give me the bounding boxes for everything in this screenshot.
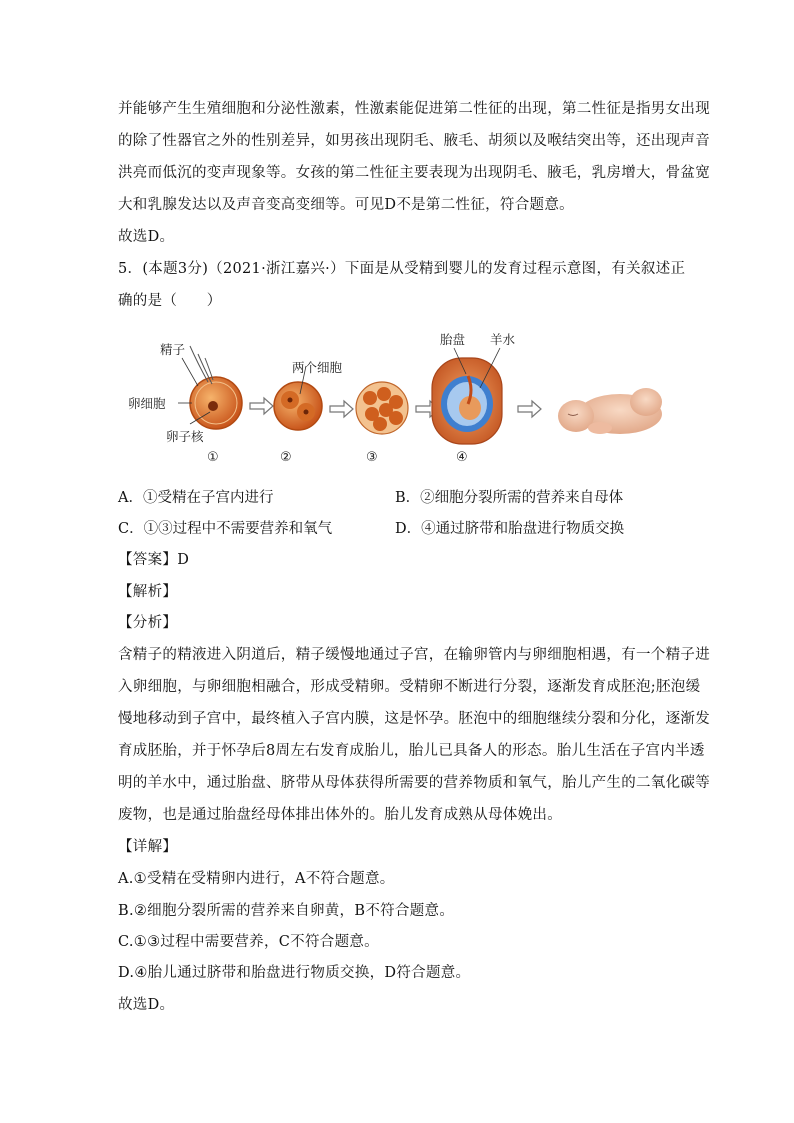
egg-label: 卵细胞 xyxy=(128,396,166,411)
uterus-fetus-stage xyxy=(432,348,502,444)
option-d[interactable]: D．④通过脐带和胎盘进行物质交换 xyxy=(395,521,625,537)
detail-heading: 【详解】 xyxy=(118,839,178,855)
analysis-line: 含精子的精液进入阴道后，精子缓慢地通过子宫，在输卵管内与卵细胞相遇，有一个精子进 xyxy=(118,647,710,663)
stage-number: ③ xyxy=(366,450,378,465)
detail-line: B.②细胞分裂所需的营养来自卵黄，B不符合题意。 xyxy=(118,903,455,919)
sperm-label: 精子 xyxy=(160,342,186,357)
analysis-line: 慢地移动到子宫中，最终植入子宫内膜，这是怀孕。胚泡中的细胞继续分裂和分化，逐渐发 xyxy=(118,711,710,727)
stage-number: ④ xyxy=(456,450,468,465)
question-stem-cont: 确的是（ ） xyxy=(118,293,222,309)
arrow-icon xyxy=(518,401,541,417)
analysis-line: 育成胚胎，并于怀孕后8周左右发育成胎儿，胎儿已具备人的形态。胎儿生活在子宫内半透 xyxy=(118,743,705,759)
egg-cell-stage1 xyxy=(178,346,242,429)
two-cells-label: 两个细胞 xyxy=(292,360,343,375)
detail-line: A.①受精在受精卵内进行，A不符合题意。 xyxy=(118,871,395,887)
detail-line: C.①③过程中需要营养，C不符合题意。 xyxy=(118,934,379,950)
arrow-icon xyxy=(250,398,273,414)
fertilization-diagram xyxy=(128,328,670,468)
morula-stage xyxy=(356,382,408,434)
text-line: 并能够产生生殖细胞和分泌性激素，性激素能促进第二性征的出现，第二性征是指男女出现 xyxy=(118,101,710,117)
analysis-line: 废物，也是通过胎盘经母体排出体外的。胎儿发育成熟从母体娩出。 xyxy=(118,807,562,823)
fenxi-heading: 【分析】 xyxy=(118,615,178,631)
analysis-heading: 【解析】 xyxy=(118,584,178,600)
detail-line: 故选D。 xyxy=(118,997,175,1013)
detail-line: D.④胎儿通过脐带和胎盘进行物质交换，D符合题意。 xyxy=(118,965,471,981)
stage-number: ① xyxy=(207,450,219,465)
nucleus-label: 卵子核 xyxy=(166,429,204,444)
two-cell-stage xyxy=(274,366,322,430)
option-b[interactable]: B．②细胞分裂所需的营养来自母体 xyxy=(395,490,624,506)
text-line: 的除了性器官之外的性别差异，如男孩出现阴毛、腋毛、胡须以及喉结突出等，还出现声音 xyxy=(118,133,710,149)
baby-image xyxy=(558,388,662,434)
analysis-line: 入卵细胞，与卵细胞相融合，形成受精卵。受精卵不断进行分裂，逐渐发育成胚泡;胚泡缓 xyxy=(118,679,701,695)
text-line: 大和乳腺发达以及声音变高变细等。可见D不是第二性征，符合题意。 xyxy=(118,197,574,213)
answer-label: 【答案】D xyxy=(118,552,190,568)
amniotic-label: 羊水 xyxy=(490,332,516,347)
option-c[interactable]: C．①③过程中不需要营养和氧气 xyxy=(118,521,333,537)
question-stem: 5．(本题3分)（2021·浙江嘉兴·）下面是从受精到婴儿的发育过程示意图，有关叙述正 xyxy=(118,261,686,277)
text-line: 故选D。 xyxy=(118,229,175,245)
text-line: 洪亮而低沉的变声现象等。女孩的第二性征主要表现为出现阴毛、腋毛，乳房增大，骨盆宽 xyxy=(118,165,710,181)
placenta-label: 胎盘 xyxy=(440,332,466,347)
arrow-icon xyxy=(330,401,353,417)
analysis-line: 明的羊水中，通过胎盘、脐带从母体获得所需要的营养物质和氧气，胎儿产生的二氧化碳等 xyxy=(118,775,710,791)
option-a[interactable]: A．①受精在子宫内进行 xyxy=(118,490,274,506)
stage-number: ② xyxy=(280,450,292,465)
